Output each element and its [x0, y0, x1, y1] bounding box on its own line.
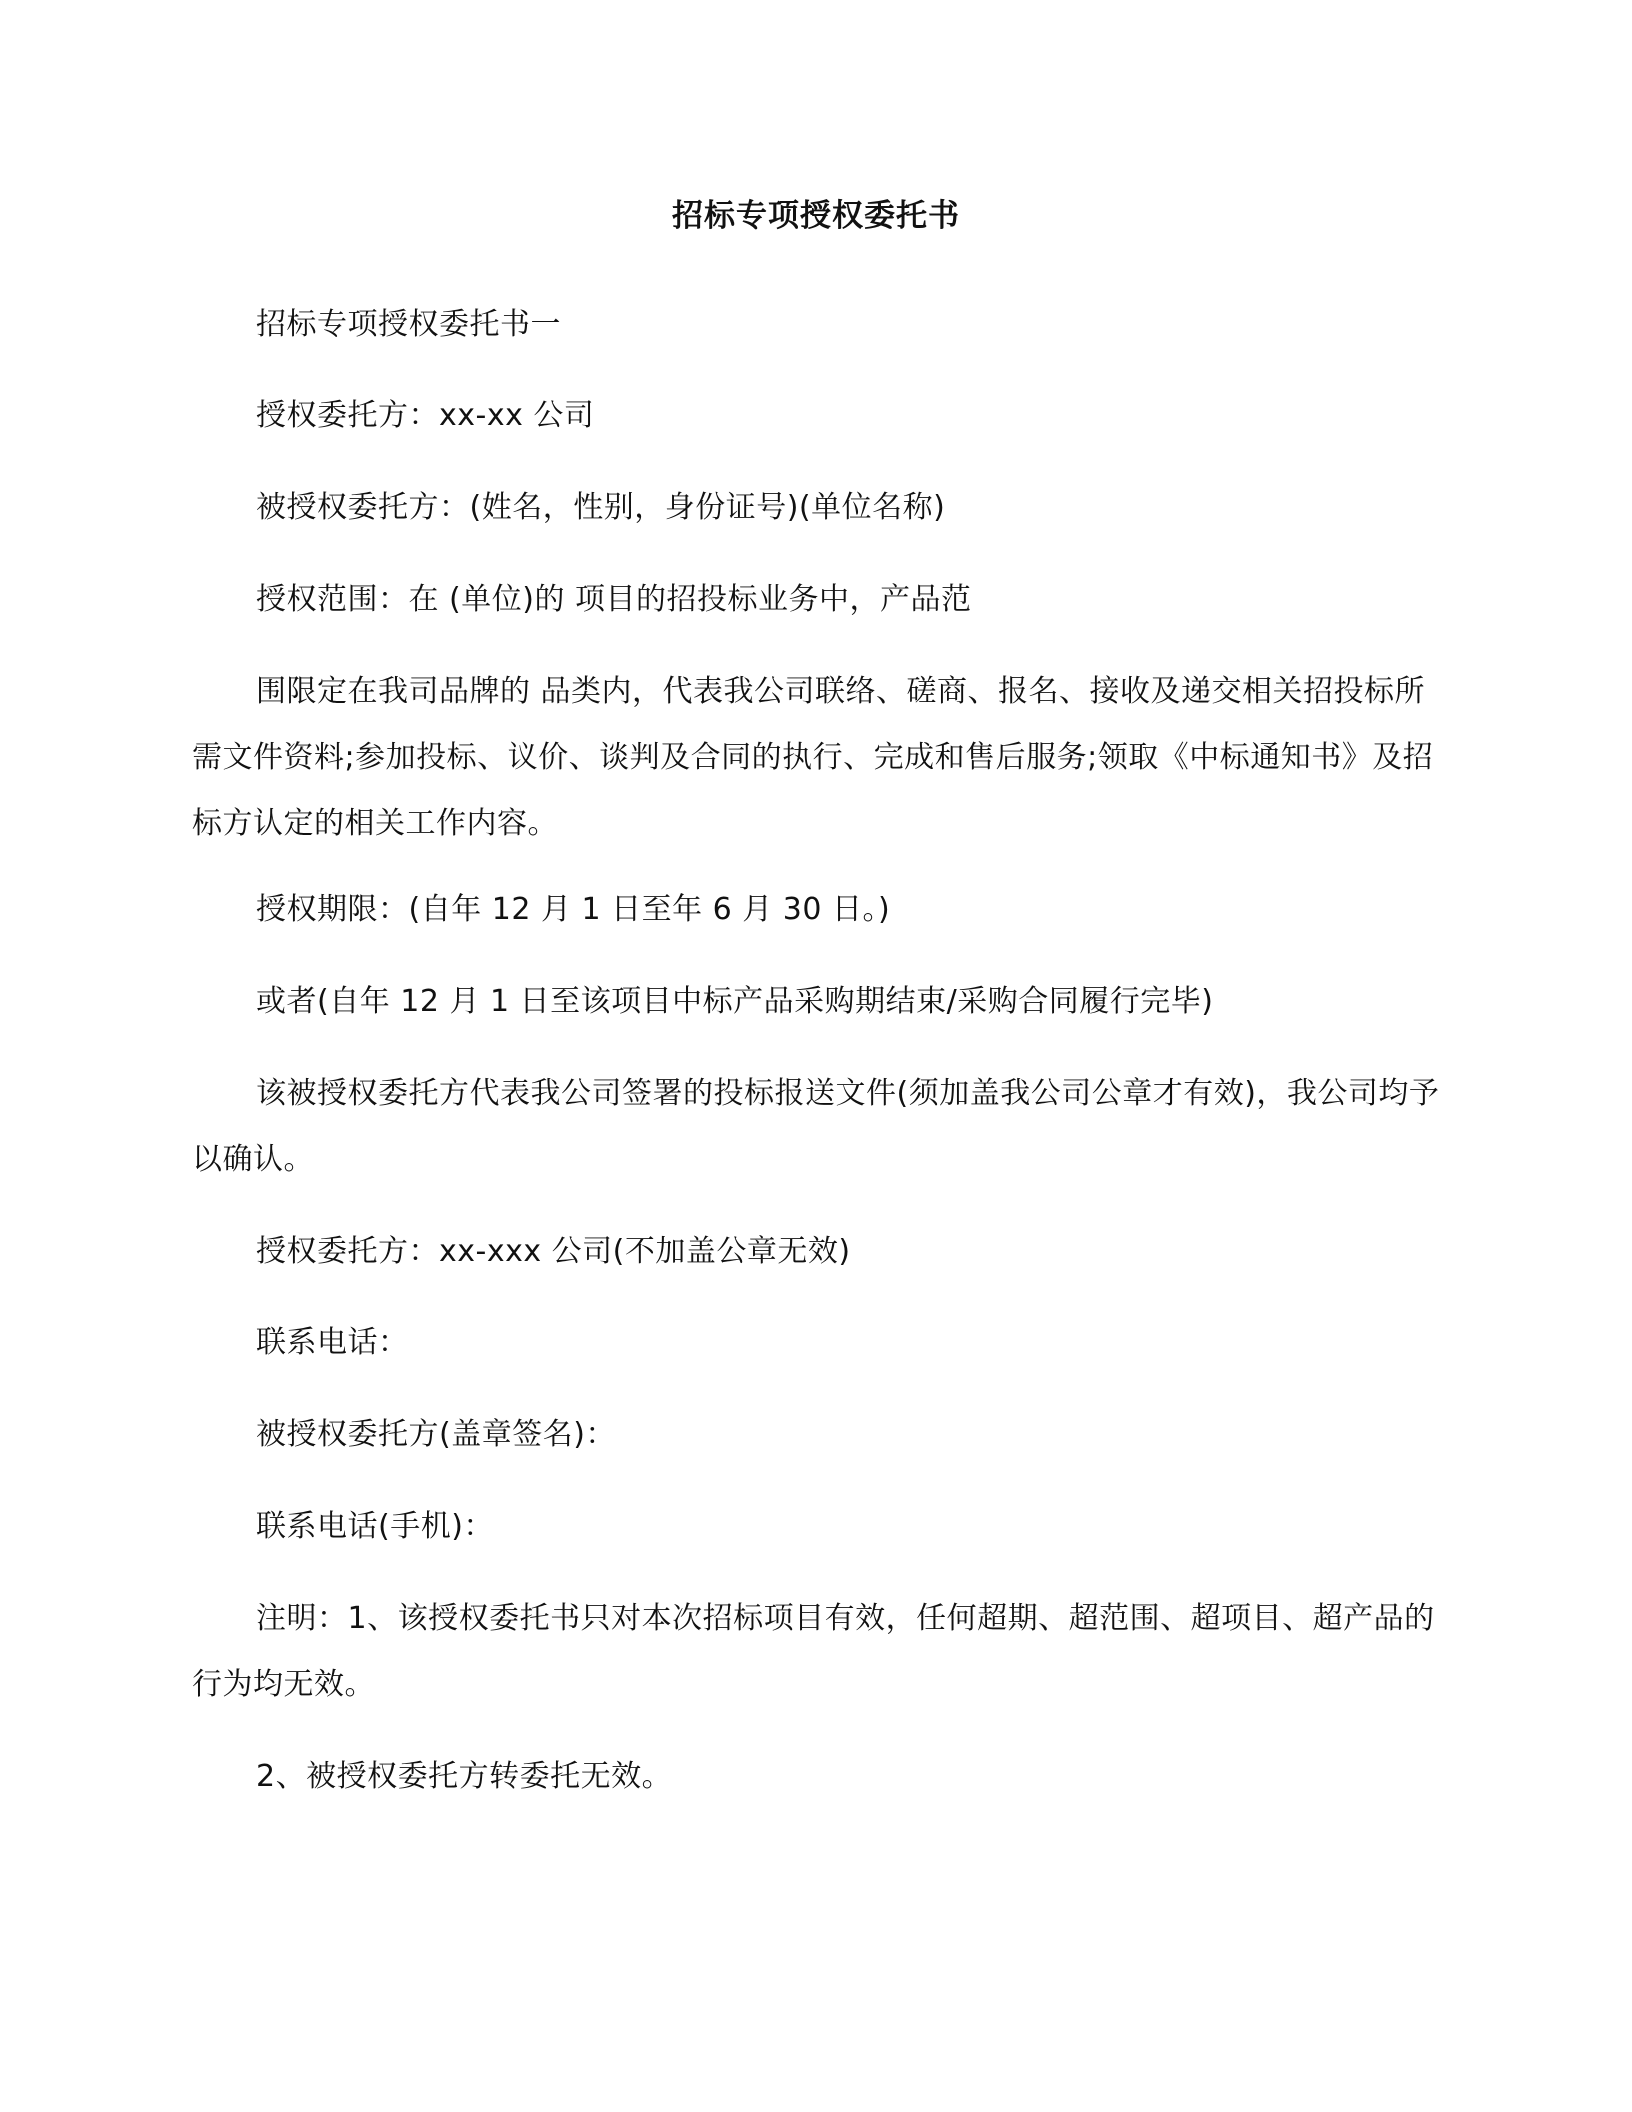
paragraph-scope: 授权范围：在 (单位)的 项目的招投标业务中，产品范: [256, 582, 972, 617]
paragraph-term-alt: 或者(自年 12 月 1 日至该项目中标产品采购期结束/采购合同履行完毕): [256, 984, 1214, 1019]
paragraph-subtitle: 招标专项授权委托书一: [256, 307, 561, 342]
paragraph-agent: 被授权委托方：(姓名，性别，身份证号)(单位名称): [256, 490, 946, 525]
paragraph-scope-detail: 围限定在我司品牌的 品类内，代表我公司联络、磋商、报名、接收及递交相关招投标所需文件资料;参加投标、议价、谈判及合同的执行、完成和售后服务;领取《中标通知书》及招标方认定的相关工作内容。: [192, 674, 1434, 841]
paragraph-principal-phone: 联系电话：: [256, 1325, 409, 1360]
paragraph-principal: 授权委托方：xx-xx 公司: [256, 398, 595, 433]
paragraph-principal-sign: 授权委托方：xx-xxx 公司(不加盖公章无效): [256, 1234, 851, 1269]
paragraph-agent-phone: 联系电话(手机)：: [256, 1509, 494, 1544]
paragraph-term: 授权期限：(自年 12 月 1 日至年 6 月 30 日。): [256, 892, 891, 927]
paragraph-agent-sign: 被授权委托方(盖章签名)：: [256, 1417, 616, 1452]
paragraph-note-1: 注明：1、该授权委托书只对本次招标项目有效，任何超期、超范围、超项目、超产品的行为均无效。: [192, 1601, 1435, 1702]
paragraph-confirmation: 该被授权委托方代表我公司签署的投标报送文件(须加盖我公司公章才有效)，我公司均予以确认。: [192, 1076, 1440, 1177]
paragraph-note-2: 2、被授权委托方转委托无效。: [256, 1759, 673, 1794]
document-title: 招标专项授权委托书: [672, 198, 960, 234]
